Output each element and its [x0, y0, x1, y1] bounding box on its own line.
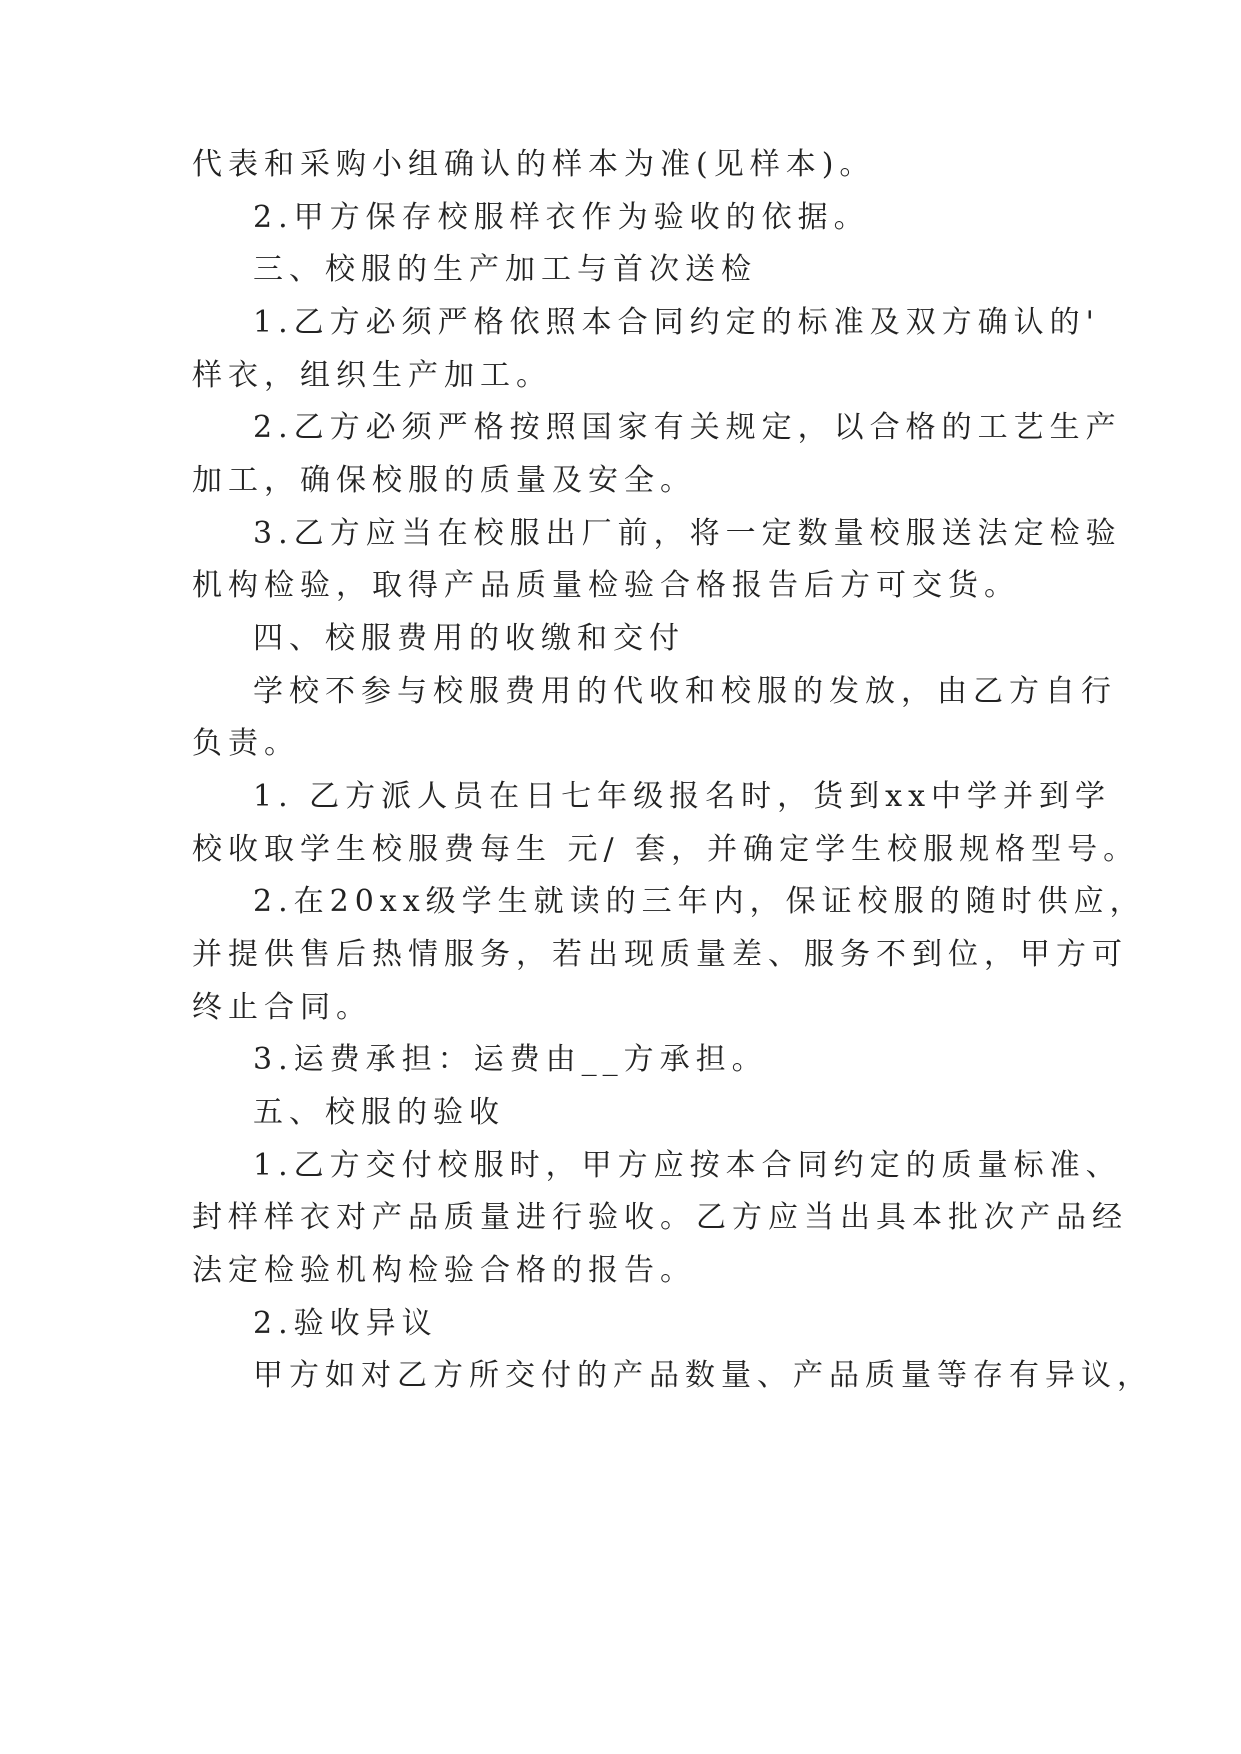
text-line: 3.乙方应当在校服出厂前，将一定数量校服送法定检验 [253, 516, 1122, 551]
text-line: 负责。 [192, 726, 300, 761]
section-heading: 三、校服的生产加工与首次送检 [253, 252, 757, 287]
text-line: 1. 乙方派人员在日七年级报名时，货到xx中学并到学 [253, 779, 1111, 814]
section-heading: 四、校服费用的收缴和交付 [253, 621, 685, 656]
text-line: 加工，确保校服的质量及安全。 [192, 463, 696, 498]
text-line: 2.验收异议 [253, 1306, 438, 1341]
text-line: 终止合同。 [192, 990, 372, 1025]
text-line: 法定检验机构检验合格的报告。 [192, 1253, 696, 1288]
text-line: 样衣，组织生产加工。 [192, 358, 552, 393]
text-line: 校收取学生校服费每生 元/ 套，并确定学生校服规格型号。 [192, 832, 1140, 867]
text-line: 学校不参与校服费用的代收和校服的发放，由乙方自行 [253, 674, 1117, 709]
text-line: 1.乙方必须严格依照本合同约定的标准及双方确认的' [253, 305, 1100, 340]
text-line: 2.甲方保存校服样衣作为验收的依据。 [253, 200, 870, 235]
section-heading: 五、校服的验收 [253, 1095, 505, 1130]
text-line: 封样样衣对产品质量进行验收。乙方应当出具本批次产品经 [192, 1200, 1128, 1235]
text-line: 2.乙方必须严格按照国家有关规定，以合格的工艺生产 [253, 410, 1122, 445]
text-line: 机构检验，取得产品质量检验合格报告后方可交货。 [192, 568, 1020, 603]
text-line: 并提供售后热情服务，若出现质量差、服务不到位，甲方可 [192, 937, 1128, 972]
text-line: 甲方如对乙方所交付的产品数量、产品质量等存有异议， [253, 1358, 1153, 1393]
text-line: 代表和采购小组确认的样本为准(见样本)。 [192, 147, 876, 182]
text-line: 3.运费承担：运费由__方承担。 [253, 1042, 768, 1077]
text-line: 1.乙方交付校服时，甲方应按本合同约定的质量标准、 [253, 1148, 1122, 1183]
text-line: 2.在20xx级学生就读的三年内，保证校服的随时供应， [253, 884, 1146, 919]
